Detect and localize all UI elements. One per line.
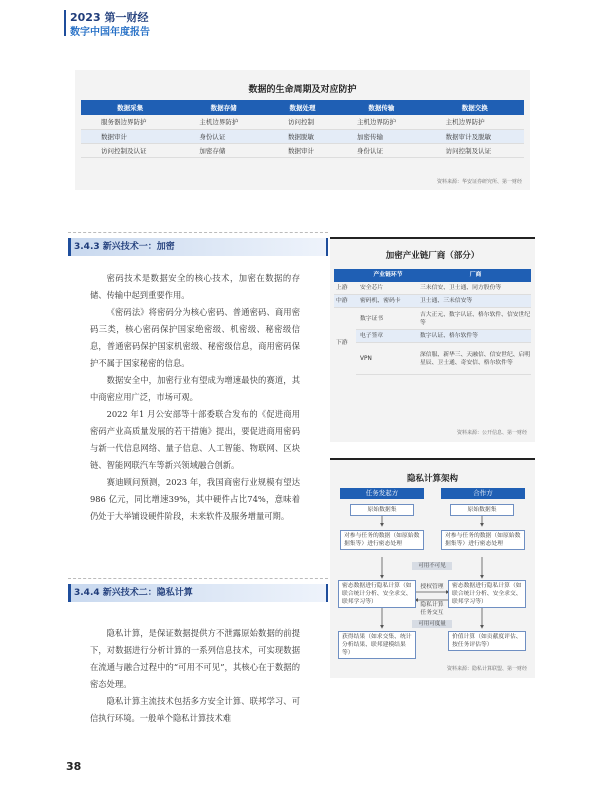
vendors-cell: 深信服、新华三、天融信、信安世纪、启明星辰、卫士通、奇安信、格尔软件等 — [420, 351, 531, 366]
downstream-group — [334, 308, 531, 375]
table-cell: 加密传输 — [337, 129, 426, 143]
partner-header: 合作方 — [441, 488, 525, 499]
header-accent-bar — [64, 10, 66, 36]
table-cell: 数据审计 — [81, 129, 179, 143]
lifecycle-figure — [75, 70, 530, 190]
paragraph: 数据安全中，加密行业有望成为增速最快的赛道，其中商密应用广泛，市场可观。 — [90, 375, 300, 402]
paragraph: 赛迪顾问预测，2023 年，我国商密行业规模有望达986 亿元，同比增速39%，其中硬件占比74%，意味着仍处于大举铺设硬件阶段，未来软件及服务增量可期。 — [90, 477, 300, 521]
partner-compute-step: 密态数据进行隐私计算（如联合统计分析、安全求交、联邦学习等） — [448, 580, 526, 608]
vendors-cell: 卫士通、三未信安等 — [420, 298, 473, 304]
paragraph: 《密码法》将密码分为核心密码、普通密码、商用密码三类，核心密码保护国家绝密级、机密级、秘密级信息，普通密码保护国家机密级、秘密级信息，商用密码保护不属于国家秘密的信息。 — [90, 307, 300, 368]
initiator-raw-dataset: 原始数据集 — [350, 504, 414, 516]
table-cell: 服务器边界防护 — [81, 115, 179, 129]
table-row — [81, 115, 524, 129]
table-cell: 访问控制 — [268, 115, 337, 129]
lifecycle-source: 资料来源：华安证券研究所、第一财经 — [436, 179, 522, 185]
table-cell: 数据审计及脱敏 — [426, 129, 524, 143]
task-interaction-label: 隐私计算任务交互 — [420, 602, 444, 616]
vendors-cell: 数字认证、格尔软件等 — [420, 333, 478, 339]
partner-raw-dataset: 原始数据集 — [450, 504, 514, 516]
partner-encrypt-step: 对参与任务的数据（如原始数据集等）进行密态处理 — [441, 530, 525, 550]
table-row — [356, 343, 531, 375]
table-cell: 主机边界防护 — [426, 115, 524, 129]
lifecycle-col-header: 数据处理 — [268, 100, 337, 115]
lifecycle-col-header: 数据传输 — [337, 100, 426, 115]
vendors-table — [334, 269, 531, 375]
stage-cell: 下游 — [336, 340, 348, 346]
vendors-cell: 三未信安、卫士通、同方股份等 — [420, 285, 502, 291]
downstream-rows — [356, 308, 531, 375]
section-divider — [68, 578, 328, 579]
vendors-cell: 吉大正元、数字认证、格尔软件、信安世纪等 — [420, 311, 531, 326]
table-row — [81, 129, 524, 143]
section-divider — [68, 232, 328, 233]
stage-cell: 上游 — [336, 285, 348, 291]
privacy-title: 隐私计算架构 — [406, 474, 458, 484]
table-cell: 访问控制及认证 — [426, 143, 524, 157]
page-number: 38 — [66, 760, 82, 773]
table-row — [334, 282, 531, 295]
table-cell: 主机边界防护 — [179, 115, 268, 129]
section-privacy-body — [90, 625, 300, 727]
report-subtitle: 数字中国年度报告 — [70, 27, 150, 38]
table-cell: 数据审计 — [268, 143, 337, 157]
table-cell: 访问控制及认证 — [81, 143, 179, 157]
table-row — [334, 295, 531, 308]
privacy-architecture-figure — [330, 458, 535, 678]
paragraph: 隐私计算主流技术包括多方安全计算、联邦学习、可信执行环境。一般单个隐私计算技术难 — [90, 696, 300, 723]
privacy-source: 资料来源：隐私计算联盟、第一财经 — [446, 666, 527, 672]
section-encryption-body — [90, 270, 300, 525]
section-heading-encryption: 3.4.3 新兴技术一：加密 — [68, 238, 328, 256]
lifecycle-col-header: 数据交换 — [426, 100, 524, 115]
usable-measurable-tag: 可用可度量 — [412, 620, 452, 628]
vendors-source: 资料来源：公开信息、第一财经 — [456, 430, 527, 436]
section-heading-privacy-computing: 3.4.4 新兴技术二：隐私计算 — [68, 584, 328, 602]
table-cell: 数据脱敏 — [268, 129, 337, 143]
paragraph: 隐私计算，是保证数据提供方不泄露原始数据的前提下，对数据进行分析计算的一系列信息技术，可实现数据在流通与融合过程中的“可用不可见”，其核心在于数据的密态处理。 — [90, 628, 300, 689]
link-cell: VPN — [360, 355, 372, 362]
lifecycle-table — [81, 100, 524, 158]
table-cell: 身份认证 — [337, 143, 426, 157]
link-cell: 电子签章 — [360, 333, 384, 339]
stage-cell: 中游 — [336, 298, 348, 304]
initiator-header: 任务发起方 — [340, 488, 424, 499]
initiator-result-step: 获得结果（如求交集、统计分析结果、联邦建模结果等） — [338, 631, 416, 659]
partner-value-step: 价值计算（如贡献度评估、按任务评估等） — [448, 631, 526, 651]
auth-management-label: 授权管理 — [420, 584, 444, 590]
lifecycle-header-row — [81, 100, 524, 115]
vendors-title: 加密产业链厂商（部分） — [385, 251, 480, 261]
lifecycle-col-header: 数据存储 — [179, 100, 268, 115]
link-cell: 密码机、密码卡 — [360, 298, 401, 304]
link-cell: 安全芯片 — [360, 285, 384, 291]
report-year-title: 2023 第一财经 — [70, 11, 149, 24]
lifecycle-title: 数据的生命周期及对应防护 — [248, 85, 357, 95]
table-row — [356, 330, 531, 343]
vendors-figure — [330, 237, 535, 442]
table-cell: 加密存储 — [179, 143, 268, 157]
link-cell: 数字证书 — [360, 315, 384, 322]
vendors-col-header — [334, 269, 356, 282]
initiator-encrypt-step: 对参与任务的数据（如原始数据集等）进行密态处理 — [340, 530, 424, 550]
vendors-col-header: 产业链环节 — [373, 272, 403, 278]
table-cell: 主机边界防护 — [337, 115, 426, 129]
vendors-col-header: 厂商 — [469, 272, 482, 278]
table-row — [81, 143, 524, 157]
usable-invisible-tag: 可用不可见 — [412, 562, 452, 570]
paragraph: 2022 年1 月公安部等十部委联合发布的《促进商用密码产业高质量发展的若干措施》提出，要促进商用密码与新一代信息网络、量子信息、人工智能、物联网、区块链、智能网联汽车等新兴领域融合创新。 — [90, 409, 300, 470]
table-row — [356, 308, 531, 330]
lifecycle-col-header: 数据采集 — [81, 100, 179, 115]
paragraph: 密码技术是数据安全的核心技术，加密在数据的存储、传输中起到重要作用。 — [90, 273, 300, 300]
initiator-compute-step: 密态数据进行隐私计算（如联合统计分析、安全求交、联邦学习等） — [338, 580, 416, 608]
table-cell: 身份认证 — [179, 129, 268, 143]
vendors-header-row — [334, 269, 531, 282]
